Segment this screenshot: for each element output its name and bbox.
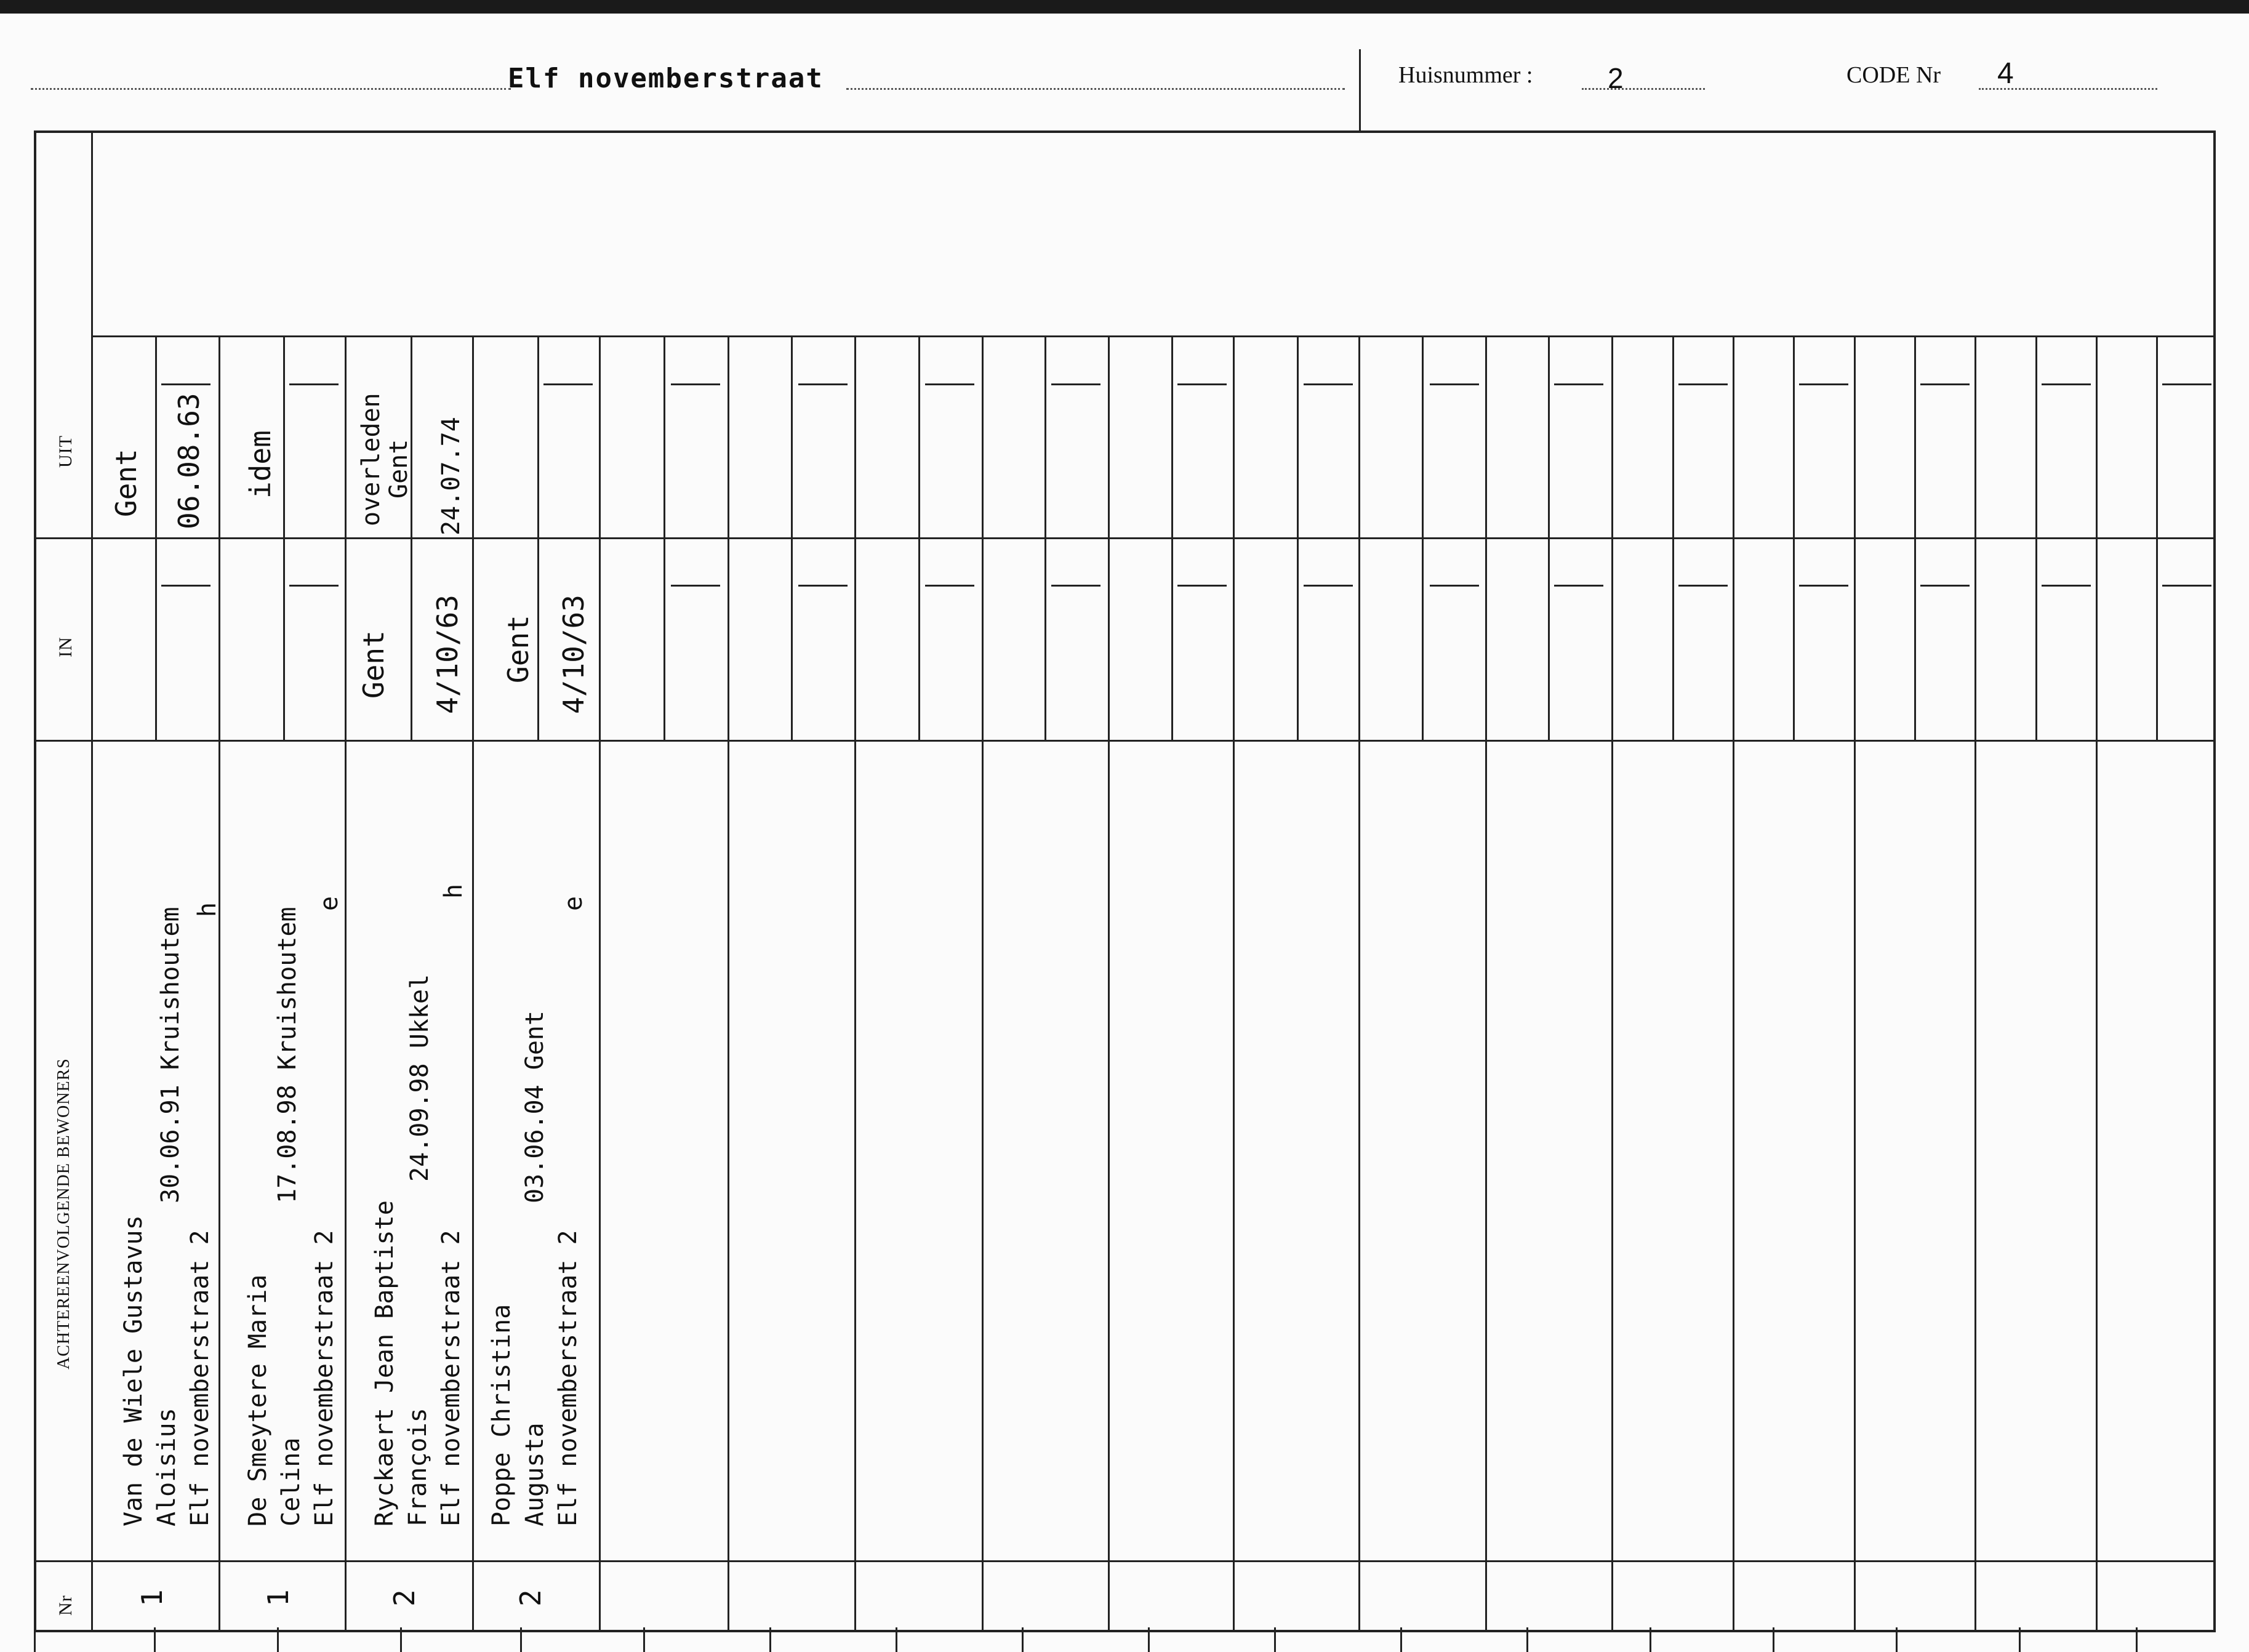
resident-1-sex: h: [193, 902, 222, 917]
blank-dash: [1051, 585, 1100, 587]
resident-2-uit-place: idem: [244, 430, 277, 499]
column-divider: [1733, 335, 1734, 1632]
blank-dash: [1554, 383, 1603, 385]
sub-column-divider: [2035, 335, 2037, 740]
row-line-nr-top: [34, 1560, 2216, 1562]
label-column-divider: [91, 130, 93, 1632]
blank-dash: [289, 585, 339, 587]
column-divider: [345, 335, 347, 1632]
house-number-label: Huisnummer :: [1398, 62, 1533, 88]
row-label-nr: Nr: [55, 1595, 76, 1616]
blank-dash: [925, 585, 974, 587]
sub-column-divider: [1548, 335, 1550, 740]
resident-3-birth: 24.09.98 Ukkel: [406, 974, 434, 1182]
column-divider: [1108, 335, 1110, 1632]
register-table-frame: [34, 130, 2216, 1632]
bottom-tick: [769, 1627, 771, 1652]
blank-dash: [1799, 585, 1848, 587]
blank-dash: [1051, 383, 1100, 385]
sub-column-divider: [1672, 335, 1674, 740]
bottom-tick: [34, 1627, 36, 1652]
resident-2-birth: 17.08.98 Kruishoutem: [273, 907, 302, 1203]
blank-dash: [671, 585, 720, 587]
bottom-tick: [277, 1627, 279, 1652]
bottom-tick: [1022, 1627, 1024, 1652]
column-divider: [599, 335, 601, 1632]
blank-dash: [161, 585, 210, 587]
sub-column-divider: [1422, 335, 1424, 740]
column-divider: [1854, 335, 1856, 1632]
blank-dash: [925, 383, 974, 385]
blank-dash: [1678, 383, 1728, 385]
bottom-tick: [643, 1627, 645, 1652]
blank-dash: [1920, 585, 1970, 587]
house-number-dotted-line: [1582, 88, 1705, 90]
blank-dash: [671, 383, 720, 385]
resident-3-in-date: 4/10/63: [431, 595, 464, 714]
bottom-tick: [2019, 1627, 2021, 1652]
column-divider: [1611, 335, 1613, 1632]
resident-4-nr: 2: [514, 1589, 547, 1606]
resident-2-firstname: Celina: [277, 1437, 305, 1526]
resident-3-nr: 2: [388, 1589, 421, 1606]
column-divider: [982, 335, 984, 1632]
resident-4-in-place: Gent: [502, 615, 535, 683]
sub-column-divider: [918, 335, 920, 740]
sub-column-divider: [1171, 335, 1173, 740]
sub-column-divider: [155, 335, 157, 740]
code-number-value: 4: [1997, 57, 2014, 90]
resident-3-name: Ryckaert Jean Baptiste: [371, 1200, 399, 1526]
blank-dash: [1799, 383, 1848, 385]
resident-2-nr: 1: [262, 1589, 295, 1606]
resident-1-firstname: Aloisius: [153, 1408, 181, 1526]
blank-dash: [2162, 585, 2211, 587]
sub-column-divider: [1914, 335, 1916, 740]
sub-column-divider: [1297, 335, 1299, 740]
blank-dash: [543, 383, 593, 385]
resident-3-sex: h: [439, 883, 468, 899]
resident-4-name: Poppe Christina: [487, 1304, 516, 1526]
bottom-tick: [1274, 1627, 1276, 1652]
blank-dash: [798, 383, 848, 385]
bottom-tick: [1400, 1627, 1402, 1652]
bottom-tick: [1650, 1627, 1651, 1652]
resident-3-uit-date: 24.07.74: [437, 417, 465, 535]
blank-dash: [798, 585, 848, 587]
sub-column-divider: [791, 335, 793, 740]
column-divider: [728, 335, 729, 1632]
column-divider: [1233, 335, 1235, 1632]
row-label-residents: ACHTEREENVOLGENDE BEWONERS: [54, 1058, 73, 1369]
resident-4-in-date: 4/10/63: [557, 595, 590, 714]
resident-4-birth: 03.06.04 Gent: [521, 1010, 549, 1203]
bottom-tick: [1896, 1627, 1898, 1652]
resident-1-uit-place: Gent: [110, 449, 143, 517]
street-dotted-line-right: [846, 88, 1345, 90]
resident-3-in-place: Gent: [357, 630, 390, 699]
resident-2-sex: e: [315, 896, 343, 911]
blank-dash: [1177, 383, 1227, 385]
resident-3-firstname: François: [404, 1408, 432, 1526]
resident-3-uit-place: Gent: [385, 439, 413, 499]
sub-column-divider: [1044, 335, 1046, 740]
resident-1-uit-date: 06.08.63: [172, 393, 206, 529]
blank-dash: [1678, 585, 1728, 587]
sub-column-divider: [663, 335, 665, 740]
sub-column-divider: [1793, 335, 1795, 740]
row-label-uit: UIT: [55, 435, 76, 468]
resident-4-address: Elf novemberstraat 2: [554, 1230, 582, 1526]
blank-dash: [1177, 585, 1227, 587]
row-label-in: IN: [55, 636, 76, 657]
row-line-residents-top: [34, 740, 2216, 742]
blank-dash: [161, 383, 210, 385]
row-line-in-top: [34, 537, 2216, 539]
blank-dash: [1554, 585, 1603, 587]
top-edge-bar: [0, 0, 2249, 14]
column-divider: [1974, 335, 1976, 1632]
resident-1-birth: 30.06.91 Kruishoutem: [156, 907, 185, 1203]
sub-column-divider: [2156, 335, 2158, 740]
resident-2-address: Elf novemberstraat 2: [310, 1230, 339, 1526]
blank-dash: [289, 383, 339, 385]
bottom-tick: [2136, 1627, 2138, 1652]
bottom-tick: [520, 1627, 522, 1652]
blank-dash: [2042, 383, 2091, 385]
sub-column-divider: [537, 335, 539, 740]
blank-dash: [2162, 383, 2211, 385]
blank-dash: [1920, 383, 1970, 385]
street-name: Elf novemberstraat: [508, 63, 824, 94]
sub-column-divider: [411, 335, 412, 740]
column-divider: [218, 335, 220, 1632]
bottom-tick: [1148, 1627, 1150, 1652]
blank-dash: [2042, 585, 2091, 587]
house-number-value: 2: [1608, 62, 1624, 94]
bottom-tick: [1773, 1627, 1774, 1652]
column-divider: [854, 335, 856, 1632]
resident-1-name: Van de Wiele Gustavus: [119, 1215, 148, 1526]
blank-dash: [1430, 383, 1479, 385]
street-dotted-line: [31, 88, 511, 90]
blank-dash: [1304, 383, 1353, 385]
bottom-tick: [1526, 1627, 1528, 1652]
resident-4-sex: e: [559, 896, 588, 911]
column-divider: [1485, 335, 1487, 1632]
header-divider: [1359, 49, 1361, 130]
column-divider: [1358, 335, 1360, 1632]
resident-4-firstname: Augusta: [521, 1422, 549, 1526]
code-label: CODE Nr: [1846, 62, 1941, 88]
resident-3-uit-status: overleden: [357, 393, 385, 526]
blank-dash: [1430, 585, 1479, 587]
column-divider: [472, 335, 474, 1632]
resident-2-name: De Smeytere Maria: [244, 1274, 272, 1526]
sub-column-divider: [283, 335, 285, 740]
resident-1-address: Elf novemberstraat 2: [186, 1230, 214, 1526]
resident-3-address: Elf novemberstraat 2: [437, 1230, 465, 1526]
bottom-tick: [154, 1627, 156, 1652]
bottom-tick: [400, 1627, 402, 1652]
blank-dash: [1304, 585, 1353, 587]
resident-1-nr: 1: [135, 1589, 169, 1606]
bottom-tick: [896, 1627, 897, 1652]
column-divider: [2096, 335, 2098, 1632]
